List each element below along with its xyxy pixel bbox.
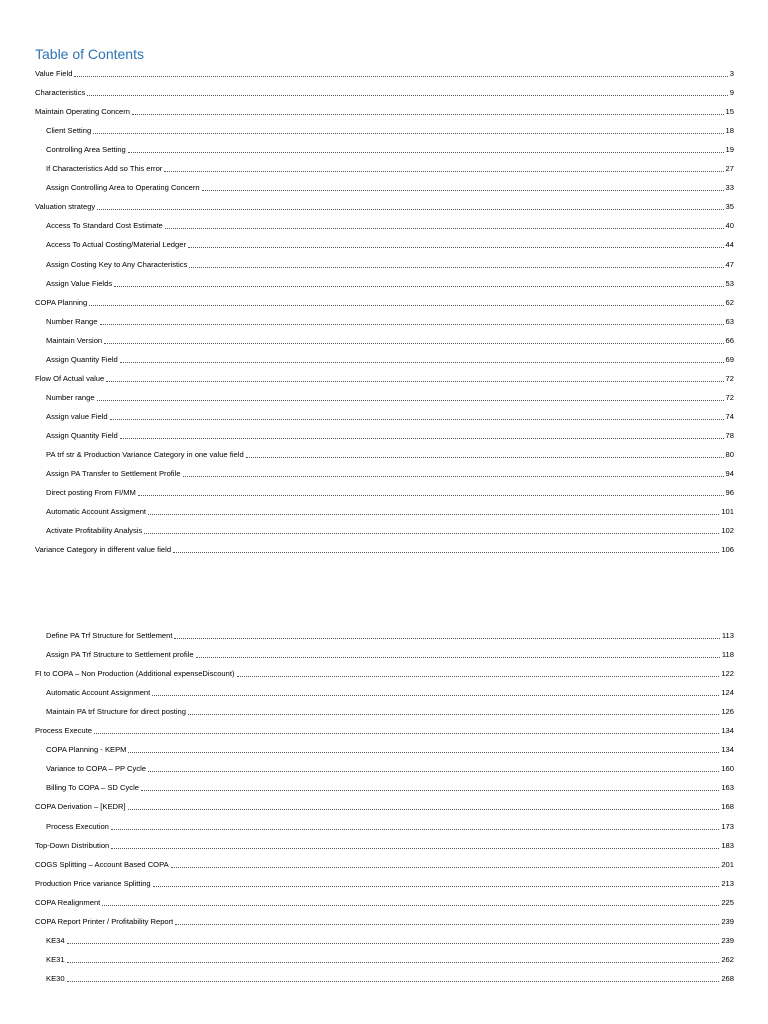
toc-entry[interactable] — [35, 800, 734, 812]
toc-entry[interactable] — [35, 372, 734, 384]
toc-page-number: 74 — [725, 411, 734, 421]
toc-page-number: 173 — [721, 821, 734, 831]
dot-leader — [171, 867, 720, 868]
toc-entry-label: Maintain PA trf Structure for direct posting — [46, 707, 186, 717]
toc-entry-label: Assign PA Trf Structure to Settlement profile — [46, 650, 194, 660]
toc-entry[interactable] — [35, 105, 734, 117]
toc-entry[interactable] — [46, 743, 734, 755]
toc-entry[interactable] — [46, 953, 734, 965]
toc-entry[interactable] — [46, 277, 734, 289]
dot-leader — [152, 695, 719, 696]
toc-entry[interactable] — [46, 258, 734, 270]
toc-page-number: 168 — [721, 802, 734, 812]
toc-entry[interactable] — [35, 858, 734, 870]
toc-page-number: 9 — [729, 88, 734, 98]
dot-leader — [114, 286, 723, 287]
toc-page-number: 101 — [721, 507, 734, 517]
toc-entry-label: KE34 — [46, 935, 65, 945]
toc-page-number: 239 — [721, 935, 734, 945]
toc-entry[interactable] — [46, 505, 734, 517]
toc-page-number: 27 — [725, 164, 734, 174]
toc-entry[interactable] — [46, 162, 734, 174]
toc-page-number: 80 — [725, 450, 734, 459]
toc-title: Table of Contents — [35, 46, 144, 62]
toc-page-number: 239 — [721, 916, 734, 926]
toc-page-number: 268 — [721, 973, 734, 983]
dot-leader — [173, 552, 719, 553]
toc-entry-label: Assign Quantity Field — [46, 430, 118, 440]
dot-leader — [175, 924, 719, 925]
toc-page-number: 118 — [721, 650, 734, 660]
toc-entry[interactable] — [46, 143, 734, 155]
toc-entry[interactable] — [46, 429, 734, 441]
toc-entry-label: Process Execute — [35, 726, 92, 736]
toc-entry-label: Automatic Account Assignment — [46, 688, 151, 698]
dot-leader — [106, 381, 723, 382]
toc-entry-label: Variance Category in different value field — [35, 545, 172, 555]
dot-leader — [138, 495, 724, 496]
toc-page-number: 122 — [721, 669, 734, 679]
toc-entry-label: Maintain Version — [46, 335, 103, 345]
toc-entry-label: Assign value Field — [46, 411, 108, 421]
dot-leader — [188, 247, 724, 248]
dot-leader — [144, 533, 719, 534]
toc-entry-label: Flow Of Actual value — [35, 373, 105, 383]
dot-leader — [67, 943, 720, 944]
toc-entry[interactable] — [46, 762, 734, 774]
dot-leader — [202, 190, 724, 191]
toc-page-number: 160 — [721, 764, 734, 774]
toc-entry-label: COPA Derivation – [KEDR] — [35, 802, 126, 812]
dot-leader — [165, 228, 724, 229]
toc-entry-label: Characteristics — [35, 88, 86, 98]
toc-entry-label: Client Setting — [46, 126, 92, 136]
toc-page-number: 72 — [725, 392, 734, 402]
toc-page-number: 69 — [725, 354, 734, 364]
toc-entry[interactable] — [35, 896, 734, 908]
toc-page-number: 213 — [721, 878, 734, 888]
dot-leader — [110, 419, 724, 420]
toc-page-number: 102 — [721, 526, 734, 536]
toc-entry[interactable] — [46, 820, 734, 832]
toc-page-number: 3 — [729, 69, 734, 78]
toc-entry[interactable] — [35, 667, 734, 679]
toc-page-number: 225 — [721, 897, 734, 907]
toc-entry[interactable] — [35, 200, 734, 212]
dot-leader — [164, 171, 723, 172]
dot-leader — [153, 886, 720, 887]
dot-leader — [94, 733, 719, 734]
dot-leader — [74, 76, 727, 77]
toc-page-number: 134 — [721, 726, 734, 736]
toc-entry[interactable] — [46, 391, 734, 403]
toc-entry-label: Define PA Trf Structure for Settlement — [46, 631, 173, 640]
toc-entry-label: Top-Down Distribution — [35, 840, 110, 850]
dot-leader — [128, 809, 720, 810]
toc-page-number: 66 — [725, 335, 734, 345]
toc-page-number: 163 — [721, 783, 734, 793]
toc-entry-label: Production Price variance Splitting — [35, 878, 151, 888]
toc-entry[interactable] — [46, 238, 734, 250]
dot-leader — [128, 752, 719, 753]
toc-entry-label: Variance to COPA – PP Cycle — [46, 764, 147, 774]
toc-entry-label: Assign Quantity Field — [46, 354, 118, 364]
toc-entry-label: Controlling Area Setting — [46, 145, 126, 155]
toc-entry[interactable] — [35, 839, 734, 851]
toc-page-number: 78 — [725, 430, 734, 440]
toc-entry[interactable] — [46, 781, 734, 793]
toc-entry[interactable] — [35, 877, 734, 889]
toc-page-number: 18 — [725, 126, 734, 136]
dot-leader — [93, 133, 723, 134]
toc-entry[interactable] — [46, 467, 734, 479]
toc-entry[interactable] — [46, 334, 734, 346]
dot-leader — [148, 514, 719, 515]
toc-page-number: 72 — [725, 373, 734, 383]
toc-entry[interactable] — [46, 486, 734, 498]
toc-page-number: 15 — [725, 107, 734, 117]
toc-entry-label: Number Range — [46, 316, 98, 326]
dot-leader — [148, 771, 719, 772]
toc-page-number: 63 — [725, 316, 734, 326]
toc-page-number: 35 — [725, 202, 734, 212]
toc-entry[interactable] — [35, 543, 734, 555]
toc-entry[interactable] — [35, 915, 734, 927]
toc-page-number: 134 — [721, 745, 734, 755]
toc-page-number: 40 — [725, 221, 734, 231]
dot-leader — [67, 981, 720, 982]
toc-page-number: 47 — [725, 259, 734, 269]
dot-leader — [89, 305, 723, 306]
dot-leader — [183, 476, 724, 477]
toc-entry[interactable] — [46, 972, 734, 984]
toc-entry[interactable] — [46, 705, 734, 717]
toc-entry[interactable] — [35, 86, 734, 98]
toc-page-number: 113 — [721, 631, 734, 640]
toc-entry-label: COPA Planning - KEPM — [46, 745, 127, 755]
toc-entry-label: KE31 — [46, 954, 65, 964]
toc-entry[interactable] — [46, 648, 734, 660]
dot-leader — [237, 676, 720, 677]
toc-entry[interactable] — [46, 181, 734, 193]
toc-entry-label: Access To Actual Costing/Material Ledger — [46, 240, 186, 250]
toc-page-number: 96 — [725, 488, 734, 498]
dot-leader — [97, 400, 724, 401]
toc-entry[interactable] — [46, 315, 734, 327]
toc-page-number: 126 — [721, 707, 734, 717]
toc-page-number: 201 — [721, 859, 734, 869]
toc-entry-label: Process Execution — [46, 821, 109, 831]
dot-leader — [188, 714, 719, 715]
dot-leader — [120, 438, 724, 439]
dot-leader — [174, 638, 719, 639]
dot-leader — [246, 457, 724, 458]
toc-entry-label: KE30 — [46, 973, 65, 983]
toc-entry[interactable] — [46, 124, 734, 136]
dot-leader — [111, 829, 719, 830]
toc-entry[interactable] — [35, 296, 734, 308]
dot-leader — [196, 657, 720, 658]
dot-leader — [102, 905, 719, 906]
toc-entry[interactable] — [46, 686, 734, 698]
toc-page-number: 53 — [725, 278, 734, 288]
dot-leader — [132, 114, 724, 115]
toc-entry-label: Assign Costing Key to Any Characteristics — [46, 259, 188, 269]
dot-leader — [67, 962, 720, 963]
dot-leader — [189, 267, 723, 268]
dot-leader — [100, 324, 724, 325]
toc-entry-label: Assign PA Transfer to Settlement Profile — [46, 469, 181, 479]
toc-entry-label: Activate Profitability Analysis — [46, 526, 143, 536]
toc-entry-label: FI to COPA – Non Production (Additional expenseDiscount) — [35, 669, 235, 679]
dot-leader — [104, 343, 723, 344]
toc-entry-label: Maintain Operating Concern — [35, 107, 130, 117]
dot-leader — [128, 152, 724, 153]
toc-entry-label: Assign Controlling Area to Operating Concern — [46, 183, 200, 193]
toc-page-number: 262 — [721, 954, 734, 964]
toc-entry-label: Number range — [46, 392, 95, 402]
toc-page-number: 183 — [721, 840, 734, 850]
toc-entry-label: Direct posting From FI/MM — [46, 488, 136, 498]
toc-page-number: 19 — [725, 145, 734, 155]
toc-entry-label: COGS Splitting – Account Based COPA — [35, 859, 169, 869]
toc-entry[interactable] — [46, 934, 734, 946]
toc-entry-label: Value Field — [35, 69, 73, 78]
dot-leader — [97, 209, 723, 210]
toc-page-number: 44 — [725, 240, 734, 250]
toc-entry-label: Assign Value Fields — [46, 278, 113, 288]
toc-entry-label: Automatic Account Assigment — [46, 507, 147, 517]
toc-page-number: 94 — [725, 469, 734, 479]
toc-entry[interactable] — [46, 219, 734, 231]
toc-entry-label: PA trf str & Production Variance Category in one value field — [46, 450, 244, 459]
toc-entry[interactable] — [35, 724, 734, 736]
toc-entry-label: Valuation strategy — [35, 202, 96, 212]
toc-entry[interactable] — [35, 67, 734, 79]
toc-entry-label: COPA Realignment — [35, 897, 101, 907]
dot-leader — [120, 362, 724, 363]
dot-leader — [141, 790, 719, 791]
toc-page-number: 124 — [721, 688, 734, 698]
toc-entry[interactable] — [46, 448, 734, 460]
toc-entry-label: If Characteristics Add so This error — [46, 164, 163, 174]
toc-entry[interactable] — [46, 629, 734, 641]
toc-entry-label: Billing To COPA – SD Cycle — [46, 783, 139, 793]
toc-entry-label: Access To Standard Cost Estimate — [46, 221, 163, 231]
toc-entry-label: COPA Planning — [35, 297, 88, 307]
toc-entry-label: COPA Report Printer / Profitability Report — [35, 916, 174, 926]
toc-entry[interactable] — [46, 410, 734, 422]
toc-entry[interactable] — [46, 524, 734, 536]
dot-leader — [87, 95, 728, 96]
toc-entry[interactable] — [46, 353, 734, 365]
toc-page-number: 33 — [725, 183, 734, 193]
toc-page-number: 62 — [725, 297, 734, 307]
dot-leader — [111, 848, 719, 849]
toc-page-number: 106 — [721, 545, 734, 555]
